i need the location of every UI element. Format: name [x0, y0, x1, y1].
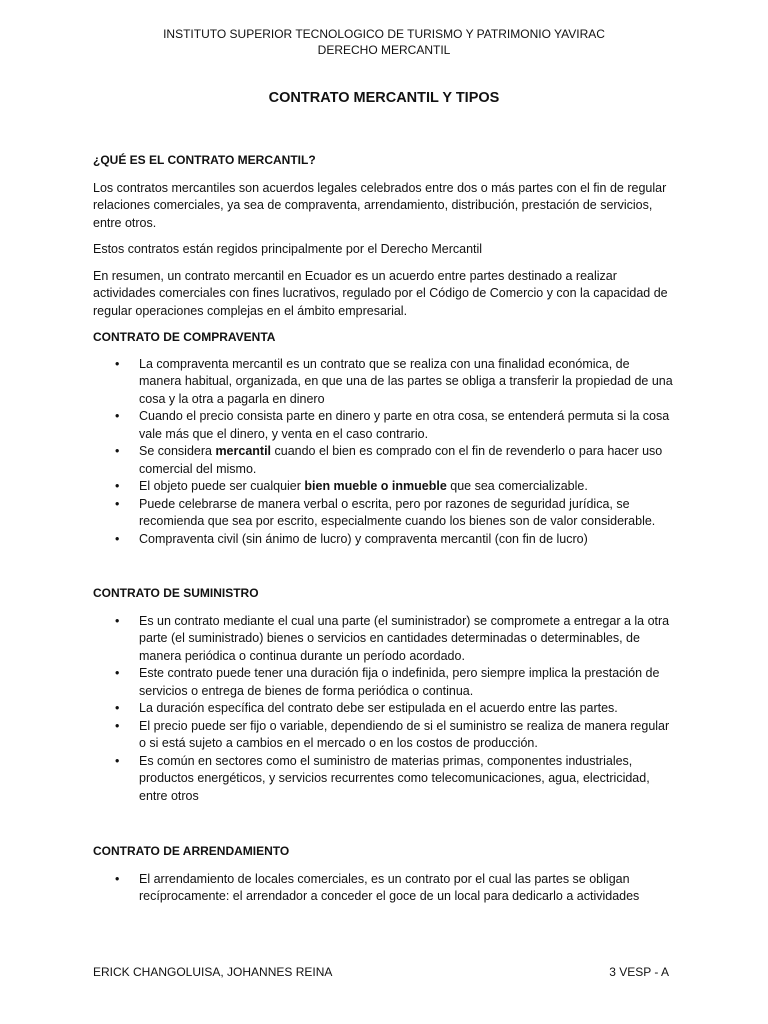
- paragraph: Estos contratos están regidos principalmente por el Derecho Mercantil: [93, 242, 483, 256]
- document-title: CONTRATO MERCANTIL Y TIPOS: [268, 90, 500, 106]
- document-body: [93, 152, 675, 906]
- list-item: • Cuando el precio consista parte en dinero y parte en otra cosa, se entenderá permuta si la cosa vale más que el dinero, y venta en el caso contrario.: [115, 409, 670, 441]
- section-heading-arrendamiento: CONTRATO DE ARRENDAMIENTO: [93, 844, 290, 858]
- bullet-icon: •: [115, 871, 120, 886]
- list-item: • La duración específica del contrato debe ser estipulada en el acuerdo entre las partes.: [93, 700, 675, 718]
- bullet-icon: •: [115, 701, 120, 715]
- institute-name: INSTITUTO SUPERIOR TECNOLOGICO DE TURISMO Y PATRIMONIO YAVIRAC: [163, 27, 605, 41]
- arrendamiento-list: [93, 871, 675, 906]
- list-item: • El precio puede ser fijo o variable, dependiendo de si el suministro se realiza de manera regular o si está sujeto a cambios en el mercado o en los costos de producción.: [115, 718, 670, 750]
- section-heading-suministro: CONTRATO DE SUMINISTRO: [93, 586, 259, 600]
- section-heading-que-es: ¿QUÉ ES EL CONTRATO MERCANTIL?: [93, 153, 316, 167]
- list-item: • Es un contrato mediante el cual una parte (el suministrador) se compromete a entregar a la otra parte (el suministrado) bienes o servicios en cantidades determinadas o determinables, de manera periódica o continua durante un período acordado.: [115, 613, 670, 663]
- list-item: • El arrendamiento de locales comerciales, es un contrato por el cual las partes se obligan recíprocamente: el arrendador a conceder el goce de un local para dedicarlo a actividades: [115, 871, 640, 903]
- list-item: • La compraventa mercantil es un contrato que se realiza con una finalidad económica, de manera habitual, organizada, en que una de las partes se obliga a transferir la propiedad de una cosa y la otra a pagarla en dinero: [115, 356, 673, 406]
- list-item: • Este contrato puede tener una duración fija o indefinida, pero siempre implica la prestación de servicios o entrega de bienes de forma periódica o continua.: [115, 666, 660, 698]
- bullet-icon: •: [115, 753, 120, 768]
- list-item: • Compraventa civil (sin ánimo de lucro) y compraventa mercantil (con fin de lucro): [93, 531, 675, 549]
- subject-name: DERECHO MERCANTIL: [317, 43, 451, 57]
- bullet-icon: •: [115, 613, 120, 628]
- paragraph: En resumen, un contrato mercantil en Ecuador es un acuerdo entre partes destinado a realizar actividades comerciales con fines lucrativos, regulado por el Código de Comercio y con la capacidad de regular operaciones complejas en el ámbito empresarial.: [93, 268, 668, 318]
- bullet-icon: •: [115, 496, 120, 511]
- page-header: [0, 26, 768, 58]
- footer-authors: ERICK CHANGOLUISA, JOHANNES REINA: [93, 965, 333, 979]
- list-item: • Es común en sectores como el suministro de materias primas, componentes industriales, productos energéticos, y servicios recurrentes como telecomunicaciones, agua, electricidad, entre otros: [115, 753, 650, 803]
- suministro-list: [93, 613, 675, 806]
- bullet-icon: •: [115, 409, 120, 423]
- list-item: • Puede celebrarse de manera verbal o escrita, pero por razones de seguridad jurídica, se recomienda que sea por escrito, especialmente cuando los bienes son de valor considerable.: [115, 496, 656, 528]
- bullet-icon: •: [115, 444, 120, 458]
- bullet-icon: •: [115, 666, 120, 680]
- footer-group: 3 VESP - A: [609, 965, 669, 979]
- section-heading-compraventa: CONTRATO DE COMPRAVENTA: [93, 330, 276, 344]
- paragraph: Los contratos mercantiles son acuerdos legales celebrados entre dos o más partes con el fin de regular relaciones comerciales, ya sea de compraventa, arrendamiento, distribución, prestación de servicios, entre otros.: [93, 180, 667, 230]
- compraventa-list: [93, 356, 675, 549]
- bullet-icon: •: [115, 479, 120, 493]
- bullet-icon: •: [115, 356, 120, 371]
- list-item: • El objeto puede ser cualquier bien mueble o inmueble que sea comercializable.: [93, 478, 675, 496]
- page-footer: [93, 965, 669, 979]
- list-item: • Se considera mercantil cuando el bien es comprado con el fin de revenderlo o para hacer uso comercial del mismo.: [115, 444, 663, 476]
- bullet-icon: •: [115, 718, 120, 733]
- bullet-icon: •: [115, 531, 120, 546]
